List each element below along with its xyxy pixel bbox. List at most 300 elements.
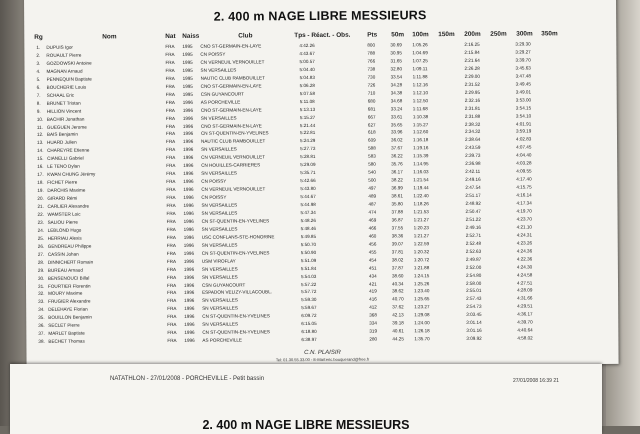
row-rank: 33. xyxy=(38,299,45,305)
row-split-300: 3:54.15 xyxy=(515,105,532,111)
row-birth-year: 1995 xyxy=(182,59,193,65)
row-nat: FRA xyxy=(166,163,176,169)
row-nat: FRA xyxy=(167,338,177,344)
row-split-200: 2:36.98 xyxy=(465,161,481,167)
row-club: SN VERSAILLES xyxy=(202,297,238,304)
row-points: 667 xyxy=(367,114,376,120)
row-rank: 22. xyxy=(37,211,44,217)
row-split-200: 2:49.87 xyxy=(465,256,482,262)
row-split-100: 1:24.15 xyxy=(413,272,430,278)
row-name: FOURTIER Florentin xyxy=(48,283,91,289)
row-split-100: 1:21.88 xyxy=(413,264,430,270)
row-points: 466 xyxy=(368,225,377,231)
row-nat: FRA xyxy=(167,314,177,320)
row-club: SN VERSAILLES xyxy=(201,170,238,176)
row-time: 5:43.80 xyxy=(300,186,316,192)
row-points: 500 xyxy=(368,177,376,183)
row-split-200: 2:52.48 xyxy=(465,240,482,246)
row-nat: FRA xyxy=(166,202,176,209)
row-club: CN POISSY xyxy=(200,51,226,57)
row-split-300: 4:27.51 xyxy=(516,279,533,286)
row-points: 455 xyxy=(368,249,377,255)
row-club: SN VERSAILLES xyxy=(201,146,237,153)
row-split-300: 4:17.34 xyxy=(516,200,532,206)
row-split-50: 38.22 xyxy=(391,177,403,183)
row-split-50: 36.17 xyxy=(391,169,403,175)
row-club: CSN GUYANCOURT xyxy=(202,281,246,288)
row-split-100: 1:25.26 xyxy=(413,280,430,286)
row-birth-year: 1996 xyxy=(183,202,194,208)
row-points: 681 xyxy=(367,106,376,112)
row-name: GIRARD Rémi xyxy=(47,195,78,201)
row-birth-year: 1996 xyxy=(183,266,195,272)
row-split-100: 1:35.70 xyxy=(414,336,430,342)
row-name: FRUGIER Alexandre xyxy=(48,298,91,305)
row-points: 489 xyxy=(368,193,377,199)
row-split-50: 34.28 xyxy=(390,82,403,88)
row-split-300: 4:22.36 xyxy=(516,256,533,262)
row-split-50: 35.65 xyxy=(390,121,403,127)
row-birth-year: 1996 xyxy=(184,298,195,304)
row-name: DINNICHERT Romain xyxy=(47,259,94,265)
row-name: KWAN CHUNG Jérémy xyxy=(47,171,96,178)
row-split-300: 3:49.45 xyxy=(515,81,531,87)
row-name: CIANELLI Gabriel xyxy=(47,155,84,162)
row-time: 5:29.09 xyxy=(300,162,316,168)
row-club: SN VERSAILLES xyxy=(201,242,238,248)
row-club: CN VERNEUIL VERNOUILLET xyxy=(201,154,266,161)
row-birth-year: 1996 xyxy=(182,131,194,137)
row-split-50: 31.65 xyxy=(390,58,402,64)
row-club: SN VERSAILLES xyxy=(202,305,238,312)
row-birth-year: 1996 xyxy=(183,194,194,200)
row-birth-year: 1996 xyxy=(184,306,195,312)
row-birth-year: 1995 xyxy=(182,75,193,81)
row-points: 627 xyxy=(367,122,376,128)
row-nat: FRA xyxy=(165,51,175,57)
row-split-200: 2:49.16 xyxy=(465,176,481,183)
row-split-300: 4:36.17 xyxy=(517,311,533,317)
row-name: MARLET Baptiste xyxy=(48,330,85,337)
sheet-top-line xyxy=(24,0,616,4)
row-split-50: 33.24 xyxy=(390,105,403,112)
row-rank: 34. xyxy=(38,307,45,313)
row-split-300: 3:45.63 xyxy=(515,65,531,71)
row-time: 6:15.05 xyxy=(301,321,317,327)
row-name: CHAREYRE Etienne xyxy=(47,147,90,154)
row-split-100: 1:22.59 xyxy=(413,240,430,247)
row-split-200: 2:48.92 xyxy=(465,200,481,206)
row-club: CSN GUYANCOURT xyxy=(200,91,244,97)
row-club: CN HOUILLES-CARRIERES xyxy=(201,162,261,169)
row-split-100: 1:04.69 xyxy=(412,50,428,56)
row-nat: FRA xyxy=(165,67,175,73)
row-split-200: 2:26.28 xyxy=(464,65,480,71)
row-split-100: 1:09.11 xyxy=(412,66,428,72)
row-rank: 30. xyxy=(37,275,45,281)
row-rank: 11. xyxy=(36,124,43,130)
row-split-50: 36.22 xyxy=(391,153,403,159)
row-nat: FRA xyxy=(166,210,176,216)
row-points: 487 xyxy=(368,201,377,207)
row-club: SN VERSAILLES xyxy=(202,321,239,328)
row-split-100: 1:20.23 xyxy=(413,225,429,231)
row-rank: 1. xyxy=(36,44,41,50)
row-rank: 20. xyxy=(37,195,44,201)
row-birth-year: 1996 xyxy=(184,330,195,336)
row-split-50: 36.02 xyxy=(390,137,403,143)
row-split-200: 2:54.80 xyxy=(465,272,482,278)
row-nat: FRA xyxy=(165,75,175,81)
row-split-300: 3:53.00 xyxy=(515,97,532,103)
row-name: BOUCHERIE Louis xyxy=(46,84,87,90)
results-sheet xyxy=(24,0,619,368)
row-split-100: 1:11.88 xyxy=(412,73,428,80)
event-title: 2. 400 m NAGE LIBRE MESSIEURS xyxy=(213,8,427,24)
footer-contact: Tel: 01.30.55.33.00 - E-Mail:eric.bouquerand@free.fr xyxy=(275,356,370,363)
row-points: 588 xyxy=(368,145,376,151)
row-nat: FRA xyxy=(165,43,175,50)
row-split-200: 2:51.22 xyxy=(465,216,481,222)
row-nat: FRA xyxy=(165,115,176,121)
row-time: 5:59.30 xyxy=(301,297,317,303)
row-split-300: 4:07.45 xyxy=(516,144,532,150)
row-split-200: 2:47.54 xyxy=(465,184,481,191)
row-nat: FRA xyxy=(166,274,177,280)
row-rank: 31. xyxy=(38,283,45,289)
row-split-50: 38.60 xyxy=(391,272,404,278)
row-split-300: 4:28.09 xyxy=(517,287,533,294)
row-split-100: 1:21.53 xyxy=(413,209,429,215)
row-split-100: 1:24.00 xyxy=(414,320,430,326)
row-name: GENDREAU Philippe xyxy=(47,243,92,249)
row-time: 5:42.66 xyxy=(300,178,316,184)
row-split-300: 4:17.40 xyxy=(516,176,532,182)
row-name: BAIS Benjamin xyxy=(46,132,78,138)
row-split-50: 37.88 xyxy=(391,209,404,215)
row-split-300: 4:09.55 xyxy=(516,168,532,174)
row-points: 730 xyxy=(367,74,376,80)
row-split-200: 2:16.25 xyxy=(464,41,480,47)
row-birth-year: 1996 xyxy=(184,337,195,344)
row-split-300: 4:04.40 xyxy=(516,152,532,158)
row-split-100: 1:26.18 xyxy=(414,328,430,334)
row-split-200: 3:09.92 xyxy=(466,335,482,342)
sheet2-top-line: NATATHLON - 27/01/2008 - PORCHEVILLE - Petit bassin xyxy=(110,376,265,382)
row-split-50: 35.80 xyxy=(391,201,403,207)
row-club: SN VERSAILLES xyxy=(201,266,238,272)
row-split-300: 4:58.02 xyxy=(517,335,533,341)
row-split-100: 1:23.40 xyxy=(414,288,430,294)
row-birth-year: 1996 xyxy=(182,99,193,105)
row-nat: FRA xyxy=(166,147,176,153)
row-rank: 18. xyxy=(37,180,44,186)
row-time: 6:09.72 xyxy=(301,313,317,319)
row-name: LE TENO Dylan xyxy=(47,163,80,170)
row-birth-year: 1996 xyxy=(183,163,194,169)
row-split-300: 4:31.66 xyxy=(517,295,533,301)
row-split-50: 34.68 xyxy=(390,98,403,104)
row-rank: 26. xyxy=(37,243,45,249)
row-nat: FRA xyxy=(166,171,176,177)
row-nat: FRA xyxy=(166,179,176,185)
row-time: 5:54.03 xyxy=(300,273,317,279)
row-points: 788 xyxy=(367,50,376,56)
row-name: SECLET Pierre xyxy=(48,322,80,329)
row-points: 454 xyxy=(368,257,377,263)
row-split-300: 4:23.26 xyxy=(516,240,533,246)
row-birth-year: 1996 xyxy=(183,234,194,240)
row-split-50: 33.96 xyxy=(390,129,403,135)
row-points: 766 xyxy=(367,58,376,64)
row-time: 5:27.73 xyxy=(300,146,316,152)
row-split-300: 3:54.10 xyxy=(515,113,532,119)
row-name: CARLIER Alexandre xyxy=(47,203,90,209)
row-split-300: 4:24.31 xyxy=(516,232,533,238)
row-points: 280 xyxy=(369,336,378,342)
row-time: 5:28.81 xyxy=(300,154,316,160)
row-time: 5:15.27 xyxy=(299,114,316,120)
row-points: 419 xyxy=(369,288,377,295)
row-split-50: 38.62 xyxy=(392,288,404,294)
row-split-300: 4:29.51 xyxy=(517,303,533,309)
row-split-200: 2:32.16 xyxy=(464,97,481,103)
row-split-50: 37.55 xyxy=(391,225,404,231)
col-pts: Pts xyxy=(367,31,378,39)
row-nat: FRA xyxy=(167,330,177,336)
row-split-100: 1:16.18 xyxy=(412,137,429,143)
row-club: CN ST-QUENTIN-EN-YVELINES xyxy=(201,249,270,256)
row-split-300: 4:24.36 xyxy=(516,248,533,254)
row-club: CNO ST-GERMAIN-EN-LAYE xyxy=(200,122,262,129)
row-points: 412 xyxy=(369,304,377,310)
row-name: PENNEQUIN Baptiste xyxy=(46,76,92,82)
row-club: SN VERSAILLES xyxy=(201,202,238,208)
row-club: CN ST-QUENTIN-EN-YVELINES xyxy=(200,130,269,137)
row-nat: FRA xyxy=(165,83,175,89)
row-rank: 5. xyxy=(36,76,41,82)
row-split-100: 1:18.26 xyxy=(413,201,429,207)
row-name: SALIOU Pierre xyxy=(47,219,78,225)
row-points: 421 xyxy=(368,281,377,287)
row-split-200: 2:49.16 xyxy=(465,224,481,230)
row-birth-year: 1996 xyxy=(182,115,194,121)
row-rank: 23. xyxy=(37,219,44,225)
row-rank: 13. xyxy=(37,140,44,146)
row-split-300: 4:02.83 xyxy=(515,136,532,142)
row-split-200: 2:15.84 xyxy=(464,49,480,55)
row-points: 540 xyxy=(368,169,376,175)
row-rank: 4. xyxy=(36,68,41,74)
row-nat: FRA xyxy=(165,99,175,105)
col-300m: 300m xyxy=(516,30,533,38)
row-split-50: 40.34 xyxy=(391,280,404,286)
row-time: 5:47.34 xyxy=(300,209,316,216)
col-250m: 250m xyxy=(490,30,507,38)
row-nat: FRA xyxy=(167,306,177,312)
row-split-200: 2:21.64 xyxy=(464,57,480,63)
row-split-100: 1:23.27 xyxy=(414,304,430,310)
row-time: 5:48.26 xyxy=(300,217,316,223)
row-club: CN ST-QUENTIN-EN-YVELINES xyxy=(201,218,270,224)
row-nat: FRA xyxy=(166,226,176,232)
row-split-300: 3:39.70 xyxy=(515,57,531,63)
row-split-300: 4:39.70 xyxy=(517,319,533,325)
row-split-100: 1:21.27 xyxy=(413,217,429,223)
row-split-300: 4:21.10 xyxy=(516,224,532,230)
row-split-200: 2:34.32 xyxy=(464,129,481,135)
row-split-100: 1:15.27 xyxy=(412,121,429,127)
row-club: SN VERSAILLES xyxy=(200,115,237,121)
row-split-200: 3:01.16 xyxy=(466,328,482,334)
row-split-200: 2:51.17 xyxy=(465,192,481,198)
row-time: 5:44.67 xyxy=(300,194,316,200)
row-birth-year: 1996 xyxy=(183,186,194,192)
row-nat: FRA xyxy=(167,290,177,296)
row-time: 5:51.09 xyxy=(300,257,317,263)
row-points: 726 xyxy=(367,82,376,88)
row-time: 5:24.29 xyxy=(300,138,316,144)
row-split-50: 35.76 xyxy=(391,161,403,167)
row-split-50: 36.99 xyxy=(391,185,403,191)
row-nat: FRA xyxy=(166,258,177,264)
row-split-200: 2:52.71 xyxy=(465,232,482,238)
row-club: CNO ST-GERMAIN-EN-LAYE xyxy=(200,43,262,49)
col-50m: 50m xyxy=(391,31,405,39)
row-birth-year: 1996 xyxy=(183,155,194,161)
col-club: Club xyxy=(238,32,253,40)
row-rank: 27. xyxy=(37,251,45,257)
row-name: FICHET Pierre xyxy=(47,179,78,185)
row-points: 460 xyxy=(368,233,377,239)
row-nat: FRA xyxy=(166,187,176,193)
row-nat: FRA xyxy=(165,123,176,129)
row-points: 456 xyxy=(368,241,377,247)
row-rank: 19. xyxy=(37,187,44,194)
row-nat: FRA xyxy=(166,242,176,248)
row-time: 5:35.71 xyxy=(300,170,316,176)
row-club: CNO ST-GERMAIN-EN-LAYE xyxy=(200,83,262,89)
row-nat: FRA xyxy=(166,234,176,240)
row-nat: FRA xyxy=(166,266,177,272)
row-split-50: 37.87 xyxy=(391,264,404,271)
row-club: CN VERNEUIL VERNOUILLET xyxy=(201,186,266,192)
row-split-200: 2:29.00 xyxy=(464,73,480,79)
row-name: BENSENOUCI Billal xyxy=(47,275,90,281)
row-split-100: 1:21.27 xyxy=(413,232,430,239)
row-split-100: 1:12.10 xyxy=(412,89,429,95)
row-birth-year: 1996 xyxy=(184,322,195,328)
row-nat: FRA xyxy=(166,218,176,224)
row-rank: 35. xyxy=(38,315,45,321)
row-points: 368 xyxy=(369,312,377,318)
row-split-50: 33.54 xyxy=(390,74,403,80)
row-club: USM VIROFLAY xyxy=(201,258,236,264)
col-150m: 150m xyxy=(438,30,455,39)
row-name: BRUNET Tristan xyxy=(46,100,81,106)
row-name: LEBLOND Hugo xyxy=(47,227,82,233)
row-points: 800 xyxy=(367,42,376,48)
row-club: CN POISSY xyxy=(201,194,227,200)
row-split-200: 2:50.47 xyxy=(465,208,481,214)
row-split-300: 4:23.70 xyxy=(516,216,532,222)
row-time: 6:38.97 xyxy=(301,337,317,343)
row-split-50: 34.38 xyxy=(390,90,403,96)
row-rank: 17. xyxy=(37,172,44,178)
row-split-300: 4:24.58 xyxy=(516,272,533,278)
row-rank: 21. xyxy=(37,203,44,209)
row-time: 5:07.58 xyxy=(299,90,316,96)
row-split-200: 2:31.88 xyxy=(464,113,481,119)
row-split-200: 2:57.43 xyxy=(466,296,482,302)
row-birth-year: 1995 xyxy=(182,67,193,73)
row-split-100: 1:22.40 xyxy=(413,193,429,199)
row-split-100: 1:25.65 xyxy=(414,296,430,302)
row-points: 680 xyxy=(367,98,376,104)
row-rank: 16. xyxy=(37,164,44,170)
row-split-200: 2:38.64 xyxy=(464,137,481,143)
row-time: 4:42.26 xyxy=(299,42,315,49)
row-split-50: 40.61 xyxy=(392,328,404,334)
row-nat: FRA xyxy=(166,139,176,145)
row-split-100: 1:16.03 xyxy=(413,169,429,175)
col-rg: Rg xyxy=(34,33,43,41)
row-name: DUPUIS Igor xyxy=(46,44,73,50)
row-name: GOZDOWSKI Antoine xyxy=(46,60,92,66)
row-rank: 37. xyxy=(38,331,45,337)
row-split-200: 2:43.59 xyxy=(465,145,481,151)
row-points: 738 xyxy=(367,66,376,72)
row-split-100: 1:12.16 xyxy=(412,81,428,88)
row-time: 5:04.83 xyxy=(299,74,315,80)
row-club: NAUTIC CLUB RAMBOUILLET xyxy=(201,138,266,145)
row-club: SN VERSAILLES xyxy=(200,67,237,73)
row-points: 451 xyxy=(368,265,377,271)
row-time: 5:44.98 xyxy=(300,201,316,208)
row-split-200: 2:52.63 xyxy=(465,248,482,254)
row-time: 5:00.57 xyxy=(299,58,315,64)
row-nat: FRA xyxy=(165,131,176,137)
row-rank: 12. xyxy=(36,132,44,138)
row-split-50: 36.87 xyxy=(391,217,404,223)
second-results-sheet xyxy=(10,364,602,434)
sheet2-title: 2. 400 m NAGE LIBRE MESSIEURS xyxy=(202,418,410,432)
row-birth-year: 1996 xyxy=(183,242,194,248)
row-birth-year: 1996 xyxy=(182,107,194,113)
row-split-300: 3:49.01 xyxy=(515,89,532,95)
row-points: 334 xyxy=(369,320,377,326)
row-club: AS PORCHEVILLE xyxy=(202,337,243,343)
row-split-300: 4:01.91 xyxy=(515,120,532,127)
row-rank: 36. xyxy=(38,323,45,329)
row-points: 580 xyxy=(368,161,376,167)
row-birth-year: 1996 xyxy=(183,139,194,145)
row-split-50: 39.07 xyxy=(391,241,404,247)
row-birth-year: 1996 xyxy=(183,147,194,153)
row-birth-year: 1995 xyxy=(182,51,193,57)
row-nat: FRA xyxy=(166,155,176,161)
row-rank: 7. xyxy=(36,92,41,98)
row-points: 618 xyxy=(367,129,376,136)
sheet2-timestamp: 27/01/2008 16:39 21 xyxy=(513,378,559,384)
row-split-50: 39.18 xyxy=(392,320,404,326)
row-nat: FRA xyxy=(167,298,177,304)
row-split-50: 33.61 xyxy=(390,113,403,119)
row-split-200: 2:54.73 xyxy=(466,304,482,310)
row-split-100: 1:21.54 xyxy=(413,177,429,183)
row-split-50: 30.95 xyxy=(390,50,402,56)
row-time: 5:49.85 xyxy=(300,233,317,239)
